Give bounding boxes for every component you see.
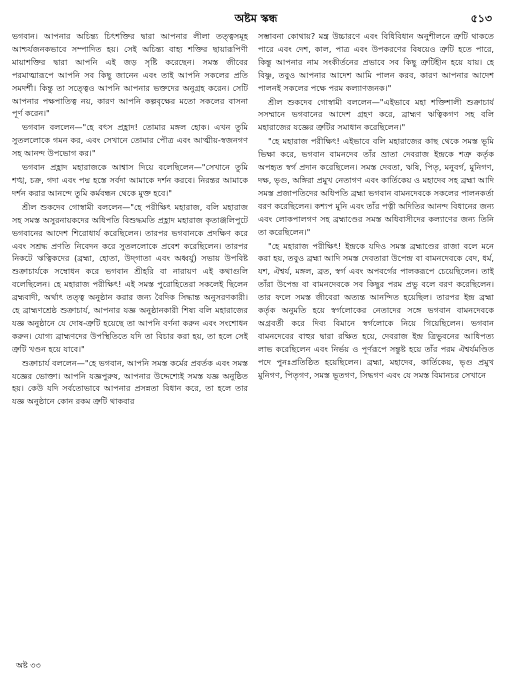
paragraph: "হে মহারাজ পরীক্ষিৎ! এইভাবে বলি মহারাজের কাছ থেকে সমস্ত ভূমি ভিক্ষা করে, ভগবান বামনদেব তাঁর ভ্রাতা দেবরাজ ইন্দ্রকে শত্রু কর্তৃক অপহৃত স্বর্গ প্রদান করেছিলেন। সমস্ত দেবতা, ঋষি, পিতৃ, মনুবর্গ, মুনিগণ, দক্ষ, ভৃগু, অঙ্গিরা প্রমুখ নেতাগণ এবং কার্তিকেয় ও মহাদেব সহ ব্রহ্মা আদি সমস্ত প্রজাপতিদের অধিপতি ব্রহ্মা ভগবান বামনদেবকে সকলের পালনকর্তা বরণ করেছিলেন। কশ্যপ মুনি এবং তাঁর পত্নী অদিতির আনন্দ বিধানের জন্য এবং লোকপালগণ সহ ব্রহ্মাণ্ডের সমস্ত অধিবাসীদের কল্যাণের জন্য তিনি তা করেছিলেন।" <box>258 136 494 237</box>
paragraph: শুক্রাচার্য বললেন—"হে ভগবান, আপনি সমস্ত কর্মের প্রবর্তক এবং সমস্ত যজ্ঞের ভোক্তা। আপনি যজ্ঞপুরুষ, আপনার উদ্দেশ্যেই সমস্ত যজ্ঞ অনুষ্ঠিত হয়। কেউ যদি সর্বতোভাবে আপনার প্রসন্নতা বিধান করে, তা হলে তার যজ্ঞ অনুষ্ঠানে কোন রকম ত্রুটি থাকবার <box>12 357 248 407</box>
paragraph: শ্রীল শুকদেব গোস্বামী বললেন—"এইভাবে মহা শক্তিশালী শুক্রাচার্য সসম্মানে ভগবানের আদেশ গ্রহণ করে, ব্রাহ্মণ ঋত্বিকগণ সহ বলি মহারাজের যজ্ঞের ত্রুটির সমাধান করেছিলেন।" <box>258 96 494 133</box>
running-title: অষ্টম স্কন্ধ <box>234 12 278 25</box>
right-column <box>258 30 494 655</box>
paragraph: ভগবান বললেন—"হে বৎস প্রহ্লাদ! তোমার মঙ্গল হোক। এখন তুমি সুতললোকে গমন কর, এবং সেখানে তোমার পৌত্র এবং আত্মীয়-স্বজনগণ সহ আনন্দ উপভোগ কর।" <box>12 122 248 159</box>
paragraph: ভগবান। আপনার অচিন্ত্য চিৎশক্তির দ্বারা আপনার লীলা তত্ত্বসমূহ আশ্চর্যজনকভাবে সম্পাদিত হয়। সেই অচিন্ত্য বাহ্য শক্তির ছায়ারূপিণী মায়াশক্তির দ্বারা আপনি এই জড় সৃষ্টি করেছেন। সমস্ত জীবের পরমাত্মারূপে আপনি সব কিছু জানেন এবং তাই আপনি সকলের প্রতি সমদর্শী। কিন্তু তা সত্ত্বেও আপনি আপনার ভক্তদের অনুগ্রহ করেন। সেটি আপনার পক্ষপাতিত্ব নয়, কারণ আপনি কল্পবৃক্ষের মতো সকলের বাসনা পূর্ণ করেন।" <box>12 31 248 119</box>
page-number: ৫১৩ <box>470 12 492 25</box>
paragraph: শ্রীল শুকদেব গোস্বামী বললেন—"হে পরীক্ষিৎ মহারাজ, বলি মহারাজ সহ সমস্ত অসুরনায়কদের অধিপতি বিশুদ্ধমতি প্রহ্লাদ মহারাজ কৃতাঞ্জলিপুটে ভগবানের আদেশ শিরোধার্য করেছিলেন। তারপর ভগবানকে প্রদক্ষিণ করে এবং সশ্রদ্ধ প্রণতি নিবেদন করে সুতললোকে প্রবেশ করেছিলেন। তারপর নিকটে ঋত্বিকদের (ব্রহ্মা, হোতা, উদ্‌গাতা এবং অধ্বর্যু) সভায় উপবিষ্ট শুক্রাচার্যকে সম্বোধন করে ভগবান শ্রীহরি বা নারায়ণ এই কথাগুলি বলেছিলেন। হে মহারাজ পরীক্ষিৎ! এই সমস্ত পুরোহিতেরা সকলেই ছিলেন ব্রহ্মবাদী, অর্থাৎ তত্ত্ব অনুষ্ঠান করার জন্য বৈদিক সিদ্ধান্ত অনুসরণকারী। হে ব্রাহ্মণশ্রেষ্ঠ শুক্রাচার্য, আপনার যজ্ঞ অনুষ্ঠানকারী শিষ্য বলি মহারাজের যজ্ঞ অনুষ্ঠানে যে দোষ-ত্রুটি হয়েছে তা আপনি বর্ণনা করুন এবং সংশোধন করুন। যোগ্য ব্রাহ্মণদের উপস্থিতিতে যদি তা বিচার করা হয়, তা হলে সেই ত্রুটি খণ্ডন হয়ে যাবে।" <box>12 201 248 354</box>
paragraph: ভগবান প্রহ্লাদ মহারাজকে আশ্বাস দিয়ে বলেছিলেন—"সেখানে তুমি শঙ্খ, চক্র, গদা এবং পদ্ম হস্তে সর্বদা আমাকে দর্শন করবে। নিরন্তর আমাকে দর্শন করার আনন্দে তুমি কর্মবন্ধন থেকে মুক্ত হবে।" <box>12 162 248 198</box>
footer-mark: অষ্ট ৩৩ <box>16 661 41 670</box>
paragraph: সম্ভাবনা কোথায়? মন্ত্র উচ্চারণে এবং বিধিবিধান অনুশীলনে ত্রুটি থাকতে পারে এবং দেশ, কাল, পাত্র এবং উপকরণের বিষয়েও ত্রুটি হতে পারে, কিন্তু আপনার নাম সংকীর্তনের প্রভাবে সব কিছু ত্রুটিহীন হয়ে যায়। হে বিষ্ণু, তবুও আপনার আদেশ আমি পালন করব, কারণ আপনার আদেশ পালনই সকলের পক্ষে পরম কল্যাণজনক।" <box>258 31 494 93</box>
paragraph: "হে মহারাজ পরীক্ষিৎ! ইন্দ্রকে যদিও সমস্ত ব্রহ্মাণ্ডের রাজা বলে মনে করা হয়, তবুও ব্রহ্মা আদি সমস্ত দেবতারা উপেন্দ্র বা বামনদেবকে বেদ, ধর্ম, যশ, ঐশ্বর্য, মঙ্গল, ব্রত, স্বর্গ এবং অপবর্গের পালকরূপে চেয়েছিলেন। তাই তাঁরা উপেন্দ্র বা বামনদেবকে সব কিছুর পরম প্রভু বলে বরণ করেছিলেন। তার ফলে সমস্ত জীবেরা অত্যন্ত আনন্দিত হয়েছিল। তারপর ইন্দ্র ব্রহ্মা কর্তৃক অনুমতি হয়ে স্বর্গলোকের নেতাদের সঙ্গে ভগবান বামনদেবকে অগ্রবর্তী করে দিব্য বিমানে স্বর্গলোকে নিয়ে গিয়েছিলেন। ভগবান বামনদেবের বাহুর দ্বারা রক্ষিত হয়ে, দেবরাজ ইন্দ্র ত্রিভুবনের আধিপত্য লাভ করেছিলেন এবং নির্ভয় ও পূর্ণরূপে সন্তুষ্ট হয়ে তাঁর পরম ঐশ্বর্যমণ্ডিত পদে পুনঃপ্রতিষ্ঠিত হয়েছিলেন। ব্রহ্মা, মহাদেব, কার্তিকেয়, ভৃগু প্রমুখ মুনিগণ, পিতৃগণ, সমস্ত ভূতগণ, সিদ্ধগণ এবং যে সমস্ত বিমানচর সেখানে <box>258 240 494 380</box>
left-column <box>12 30 248 655</box>
text-columns <box>12 30 494 655</box>
page-header <box>20 6 492 26</box>
